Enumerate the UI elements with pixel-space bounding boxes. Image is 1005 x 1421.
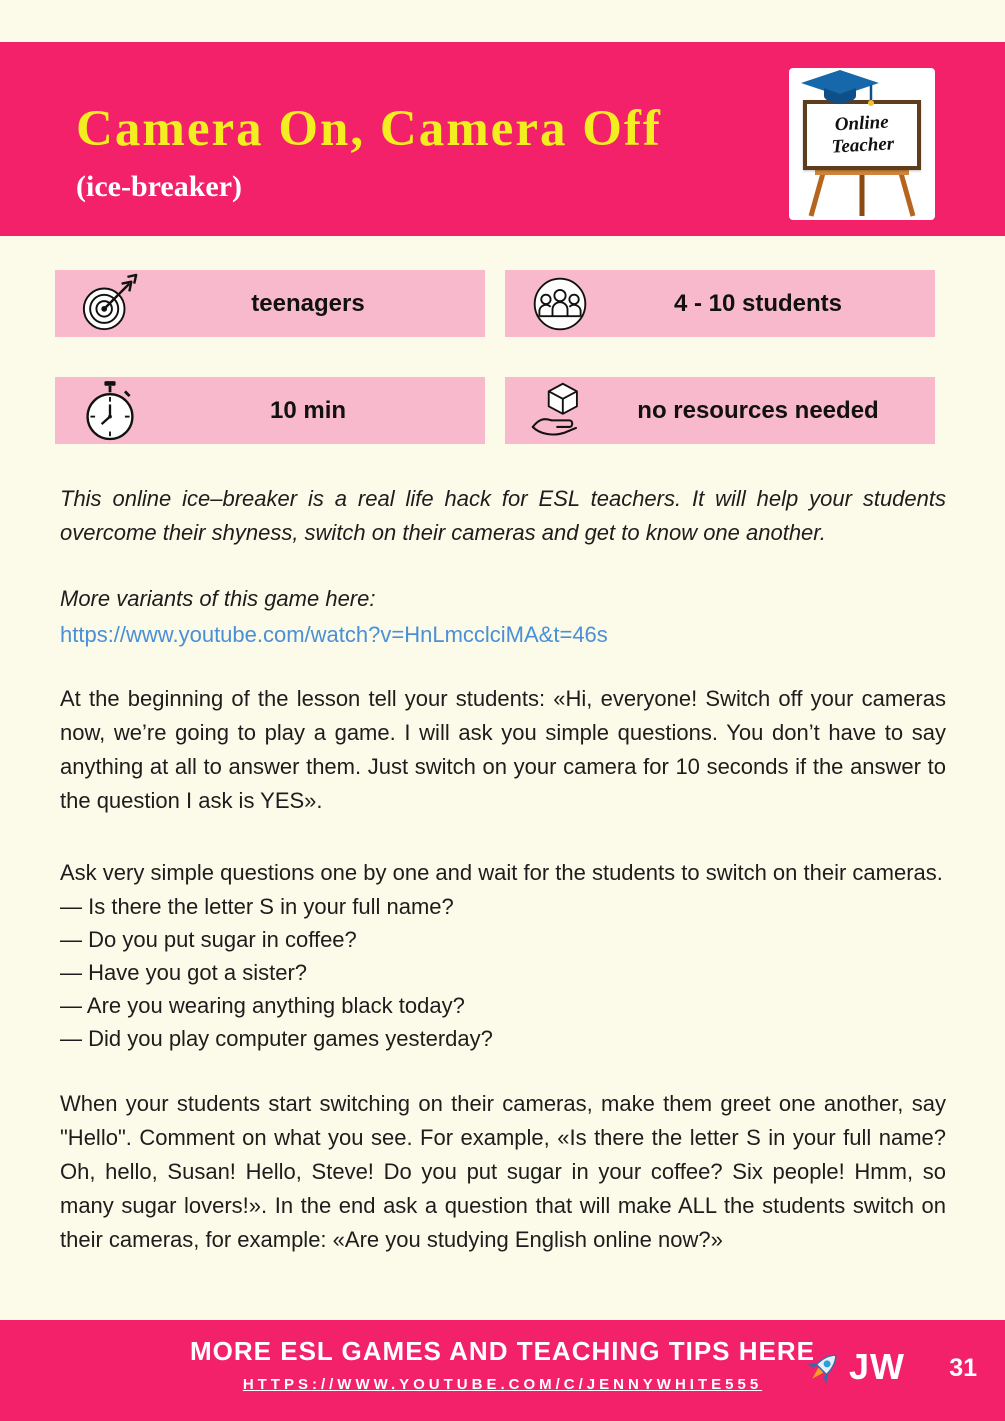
instructions-paragraph-3: When your students start switching on their cameras, make them greet one another, say "Hello". Comment on what you see. For example, «Is there the letter S in your full name? Oh, hello, Susan! Hello, Steve! Do you put sugar in your coffee? Six people! Hmm, so many sugar lovers!». In the end ask a question that will make ALL the students switch on their cameras, for example: «Are you studying English online now?» — [60, 1091, 946, 1252]
people-icon — [505, 274, 615, 334]
jw-logo — [803, 1346, 905, 1388]
info-box-time — [55, 377, 485, 444]
question-item: — Is there the letter S in your full name? — [60, 894, 454, 919]
info-box-students — [505, 270, 935, 337]
question-item: — Do you put sugar in coffee? — [60, 927, 357, 952]
info-box-age — [55, 270, 485, 337]
easel-icon — [797, 166, 927, 220]
body-content — [60, 482, 946, 1257]
target-icon — [55, 273, 165, 335]
rocket-icon — [803, 1346, 845, 1388]
info-box-resources — [505, 377, 935, 444]
logo-text — [830, 111, 895, 158]
info-label-age: teenagers — [251, 289, 365, 317]
instructions-paragraph-2: Ask very simple questions one by one and wait for the students to switch on their cameras. — [60, 860, 943, 885]
intro-paragraph: This online ice–breaker is a real life hack for ESL teachers. It will help your students overcome their shyness, switch on their cameras and get to know one another. — [60, 486, 946, 545]
logo-line1: Online — [833, 111, 889, 136]
instructions-paragraph-1: At the beginning of the lesson tell your students: «Hi, everyone! Switch off your cameras now, we’re going to play a game. I will ask you simple questions. You don’t have to say anything at all to answer them. Just switch on your camera for 10 seconds if the answer to the question I ask is YES». — [60, 686, 946, 813]
graduation-cap-icon — [797, 68, 883, 108]
youtube-variant-link[interactable]: https://www.youtube.com/watch?v=HnLmcclciMA&t=46s — [60, 622, 608, 647]
jw-logo-text: JW — [849, 1346, 905, 1387]
hand-box-icon — [505, 380, 615, 442]
question-list — [60, 890, 946, 1055]
question-item: — Have you got a sister? — [60, 960, 308, 985]
footer-tagline: MORE ESL GAMES AND TEACHING TIPS HERE — [190, 1336, 815, 1366]
header-band — [0, 42, 1005, 236]
page-title: Camera On, Camera Off — [76, 101, 662, 157]
logo-line2: Teacher — [830, 133, 895, 158]
page-subtitle: (ice-breaker) — [76, 170, 243, 203]
info-label-resources: no resources needed — [637, 396, 879, 424]
info-label-students: 4 - 10 students — [673, 289, 843, 317]
whiteboard — [803, 100, 921, 170]
question-item: — Did you play computer games yesterday? — [60, 1026, 493, 1051]
online-teacher-logo — [789, 68, 935, 220]
page-number: 31 — [949, 1354, 977, 1382]
question-item: — Are you wearing anything black today? — [60, 993, 465, 1018]
variants-label: More variants of this game here: — [60, 586, 376, 611]
info-label-time: 10 min — [269, 396, 347, 424]
footer-band — [0, 1320, 1005, 1421]
footer-channel-link[interactable]: HTTPS://WWW.YOUTUBE.COM/C/JENNYWHITE555 — [242, 1376, 763, 1393]
stopwatch-icon — [55, 380, 165, 442]
